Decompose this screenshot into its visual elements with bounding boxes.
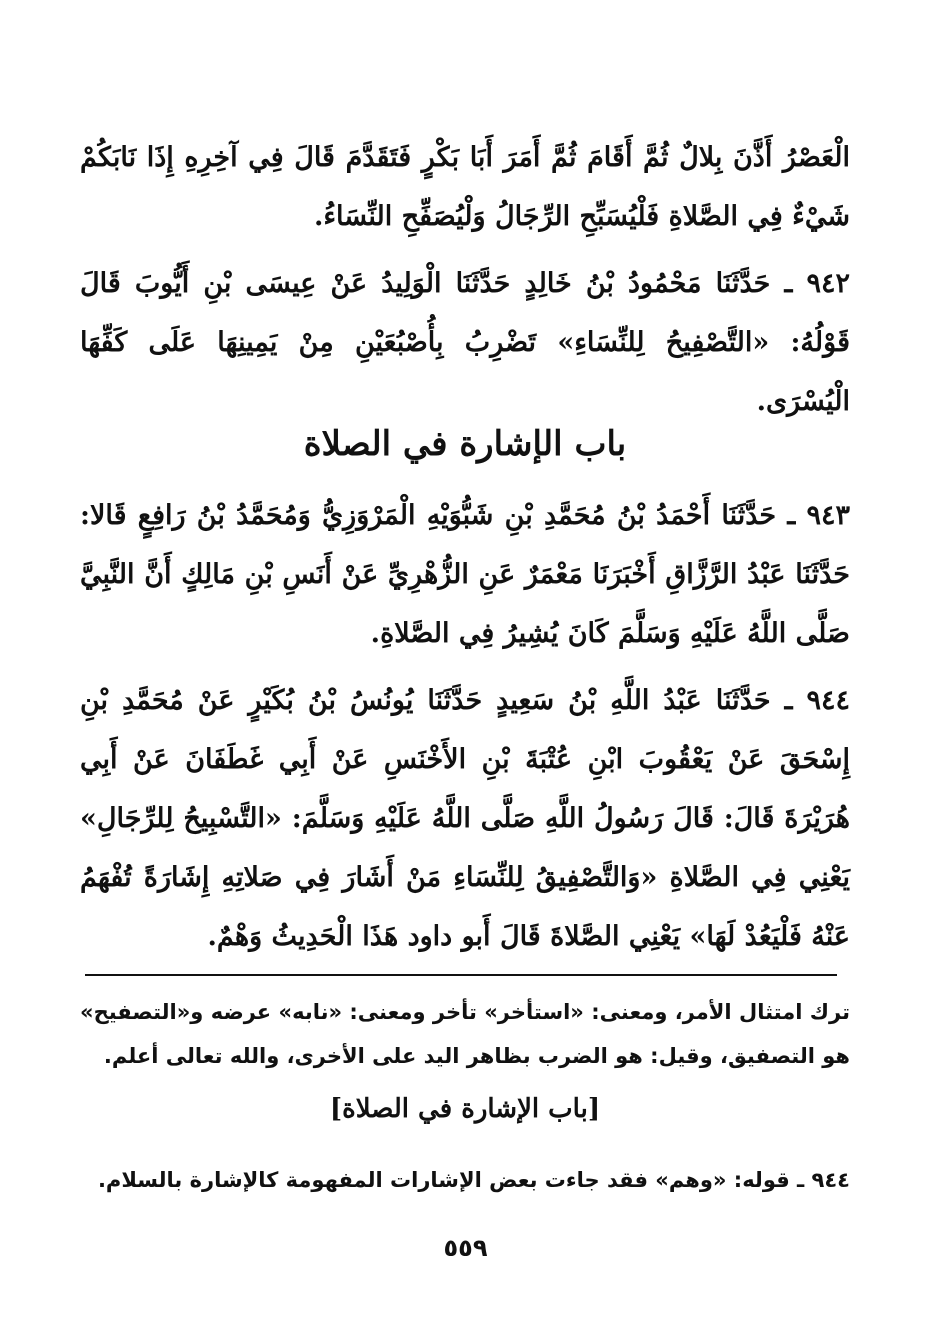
footnote-chapter-heading: [باب الإشارة في الصلاة] <box>329 1094 601 1124</box>
footnote-continuation: ترك امتثال الأمر، ومعنى: «استأخر» تأخر ومعنى: «نابه» عرضه و«التصفيح» هو التصفيق، وقيل: هو الضرب بظاهر اليد على الأخرى، والله تعالى أعلم. <box>80 1000 850 1068</box>
page-number: ٥٥٩ <box>443 1234 488 1262</box>
footnote-944: ٩٤٤ ـ قوله: «وهم» فقد جاءت بعض الإشارات المفهومة كالإشارة بالسلام. <box>97 1168 850 1192</box>
main-text-block-2 <box>80 486 850 966</box>
hadith-942: ٩٤٢ ـ حَدَّثَنَا مَحْمُودُ بْنُ خَالِدٍ حَدَّثَنَا الْوَلِيدُ عَنْ عِيسَى بْنِ أَيُّوبَ قَالَ قَوْلُهُ: «التَّصْفِيحُ لِلنِّسَاءِ» تَضْرِبُ بِأُصْبُعَيْنِ مِنْ يَمِينِهَا عَلَى كَفِّهَا الْيُسْرَى. <box>80 268 850 417</box>
hadith-943: ٩٤٣ ـ حَدَّثَنَا أَحْمَدُ بْنُ مُحَمَّدِ بْنِ شَبُّوَيْهِ الْمَرْوَزِيُّ وَمُحَمَّدُ بْنُ رَافِعٍ قَالا: حَدَّثَنَا عَبْدُ الرَّزَّاقِ أَخْبَرَنَا مَعْمَرٌ عَنِ الزُّهْرِيِّ عَنْ أَنَسِ بْنِ مَالِكٍ أَنَّ النَّبِيَّ صَلَّى اللَّهُ عَلَيْهِ وَسَلَّمَ كَانَ يُشِيرُ فِي الصَّلاةِ. <box>80 500 850 649</box>
hadith-941-continuation: الْعَصْرُ أَذَّنَ بِلالٌ ثُمَّ أَقَامَ ثُمَّ أَمَرَ أَبَا بَكْرٍ فَتَقَدَّمَ قَالَ فِي آخِرِهِ إِذَا نَابَكُمْ شَيْءٌ فِي الصَّلاةِ فَلْيُسَبِّحِ الرِّجَالُ وَلْيُصَفِّحِ النِّسَاءُ. <box>80 142 850 232</box>
chapter-heading: باب الإشارة في الصلاة <box>303 424 627 464</box>
hadith-944: ٩٤٤ ـ حَدَّثَنَا عَبْدُ اللَّهِ بْنُ سَعِيدٍ حَدَّثَنَا يُونُسُ بْنُ بُكَيْرٍ عَنْ مُحَمَّدِ بْنِ إِسْحَقَ عَنْ يَعْقُوبَ ابْنِ عُتْبَةَ بْنِ الأَخْنَسِ عَنْ أَبِي غَطَفَانَ عَنْ أَبِي هُرَيْرَةَ قَالَ: قَالَ رَسُولُ اللَّهِ صَلَّى اللَّهُ عَلَيْهِ وَسَلَّمَ: «التَّسْبِيحُ لِلرِّجَالِ» يَعْنِي فِي الصَّلاةِ «وَالتَّصْفِيقُ لِلنِّسَاءِ مَنْ أَشَارَ فِي صَلاتِهِ إِشَارَةً تُفْهَمُ عَنْهُ فَلْيَعُدْ لَهَا» يَعْنِي الصَّلاةَ قَالَ أَبو داود هَذَا الْحَدِيثُ وَهْمٌ. <box>80 685 850 952</box>
footnote-block-1 <box>80 990 850 1078</box>
footnote-divider <box>85 974 837 976</box>
footnote-block-2 <box>80 1158 850 1202</box>
main-text-block-1 <box>80 128 850 431</box>
